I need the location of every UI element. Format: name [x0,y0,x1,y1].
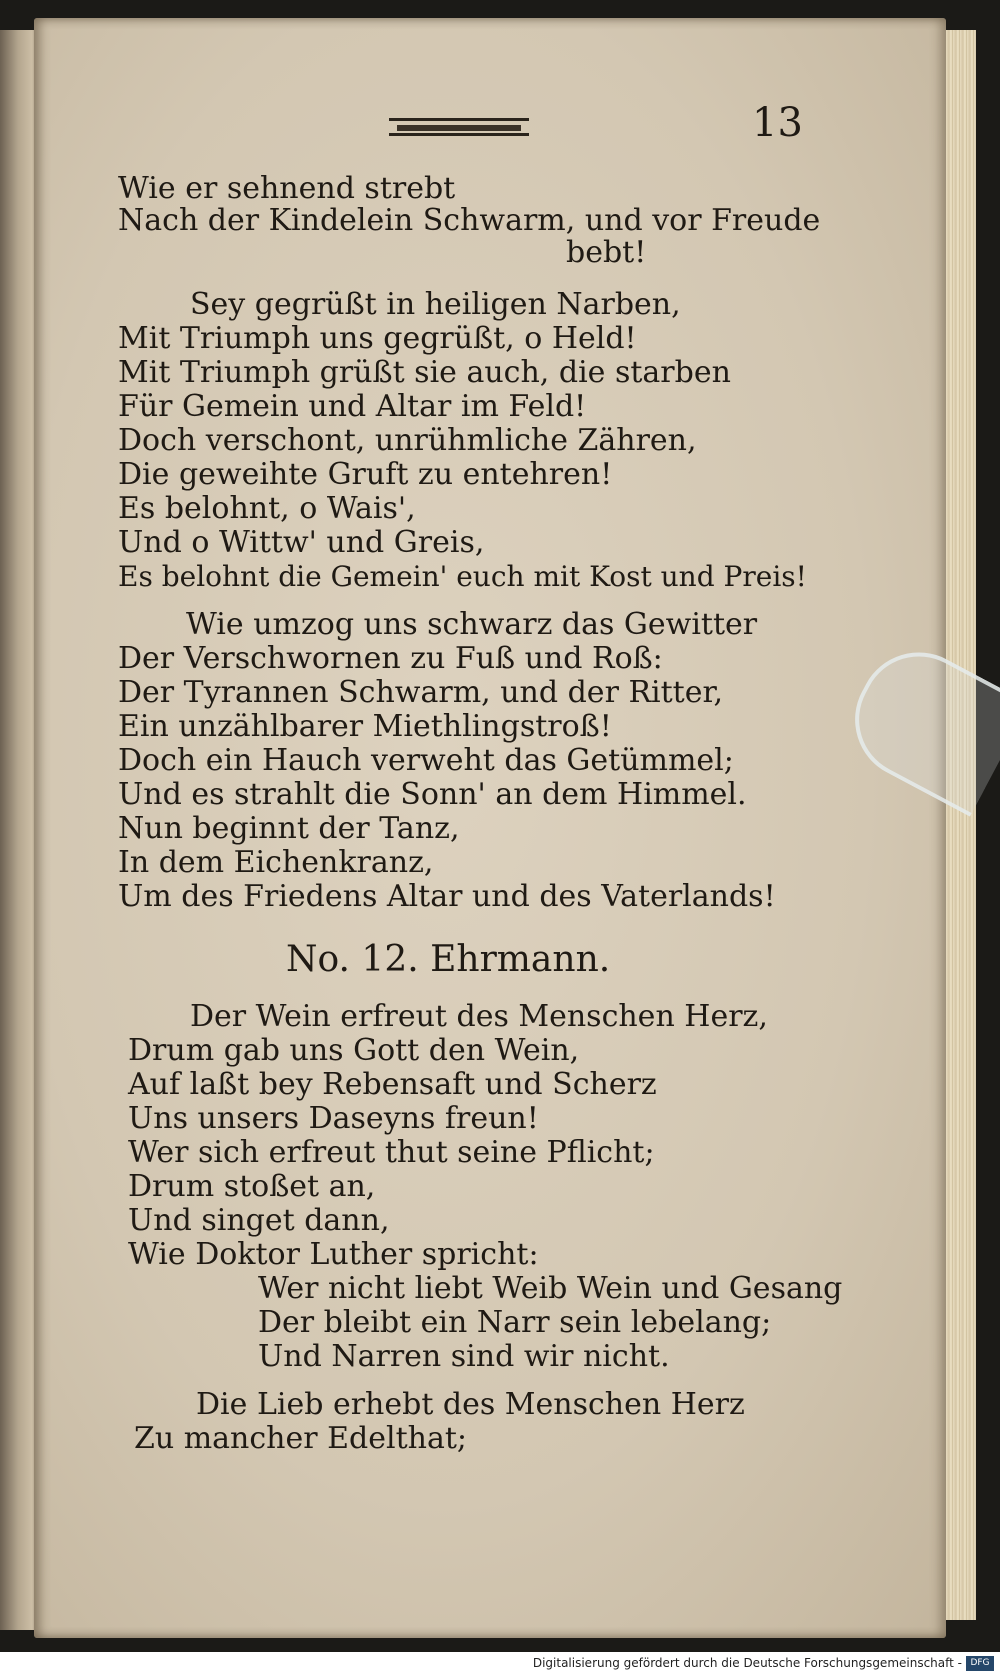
poem-line: Wie er sehnend strebt [118,171,456,206]
poem-line: Für Gemein und Altar im Feld! [118,389,587,424]
poem-line: Wie Doktor Luther spricht: [128,1237,539,1272]
poem-line: Mit Triumph uns gegrüßt, o Held! [118,321,637,356]
poem-line: Drum gab uns Gott den Wein, [128,1033,580,1068]
poem-line: Auf laßt bey Rebensaft und Scherz [128,1067,657,1102]
poem-line: Doch ein Hauch verweht das Getümmel; [118,743,734,778]
poem-line: Wer sich erfreut thut seine Pflicht; [128,1135,655,1170]
song-heading: No. 12. Ehrmann. [286,939,611,980]
poem-line: Die Lieb erhebt des Menschen Herz [196,1387,745,1422]
poem-line: Nun beginnt der Tanz, [118,811,460,846]
footer-bar [0,1652,1000,1676]
poem-line: Mit Triumph grüßt sie auch, die starben [118,355,731,390]
poem-line: bebt! [566,235,647,270]
poem-line: Zu mancher Edelthat; [134,1421,467,1456]
poem-line: Und o Wittw' und Greis, [118,525,485,560]
poem-line: Der Wein erfreut des Menschen Herz, [190,999,768,1034]
funding-credit: Digitalisierung gefördert durch die Deutsche Forschungsgemeinschaft - [532,1656,962,1670]
poem-line: Und es strahlt die Sonn' an dem Himmel. [118,777,747,812]
page-stack-edges [946,30,976,1620]
poem-line: In dem Eichenkranz, [118,845,434,880]
poem-line: Doch verschont, unrühmliche Zähren, [118,423,697,458]
dfg-logo: DFG [966,1656,994,1671]
poem-line: Sey gegrüßt in heiligen Narben, [190,287,681,322]
poem-line: Uns unsers Daseyns freun! [128,1101,539,1136]
poem-line: Um des Friedens Altar und des Vaterlands! [118,879,776,914]
poem-line: Der bleibt ein Narr sein lebelang; [258,1305,772,1340]
poem-line: Der Verschwornen zu Fuß und Roß: [118,641,663,676]
poem-line: Ein unzählbarer Miethlingstroß! [118,709,612,744]
poem-line: Und singet dann, [128,1203,390,1238]
header-ornament-rule [389,118,529,136]
poem-line: Der Tyrannen Schwarm, und der Ritter, [118,675,724,710]
poem-line: Es belohnt die Gemein' euch mit Kost und Preis! [118,560,807,593]
poem-line: Wer nicht liebt Weib Wein und Gesang [258,1271,843,1306]
poem-line: Drum stoßet an, [128,1169,376,1204]
poem-line: Nach der Kindelein Schwarm, und vor Freude [118,203,821,238]
page-number: 13 [752,100,803,146]
poem-line: Und Narren sind wir nicht. [258,1339,670,1374]
poem-line: Die geweihte Gruft zu entehren! [118,457,613,492]
poem-line: Es belohnt, o Wais', [118,491,416,526]
poem-line: Wie umzog uns schwarz das Gewitter [186,607,758,642]
